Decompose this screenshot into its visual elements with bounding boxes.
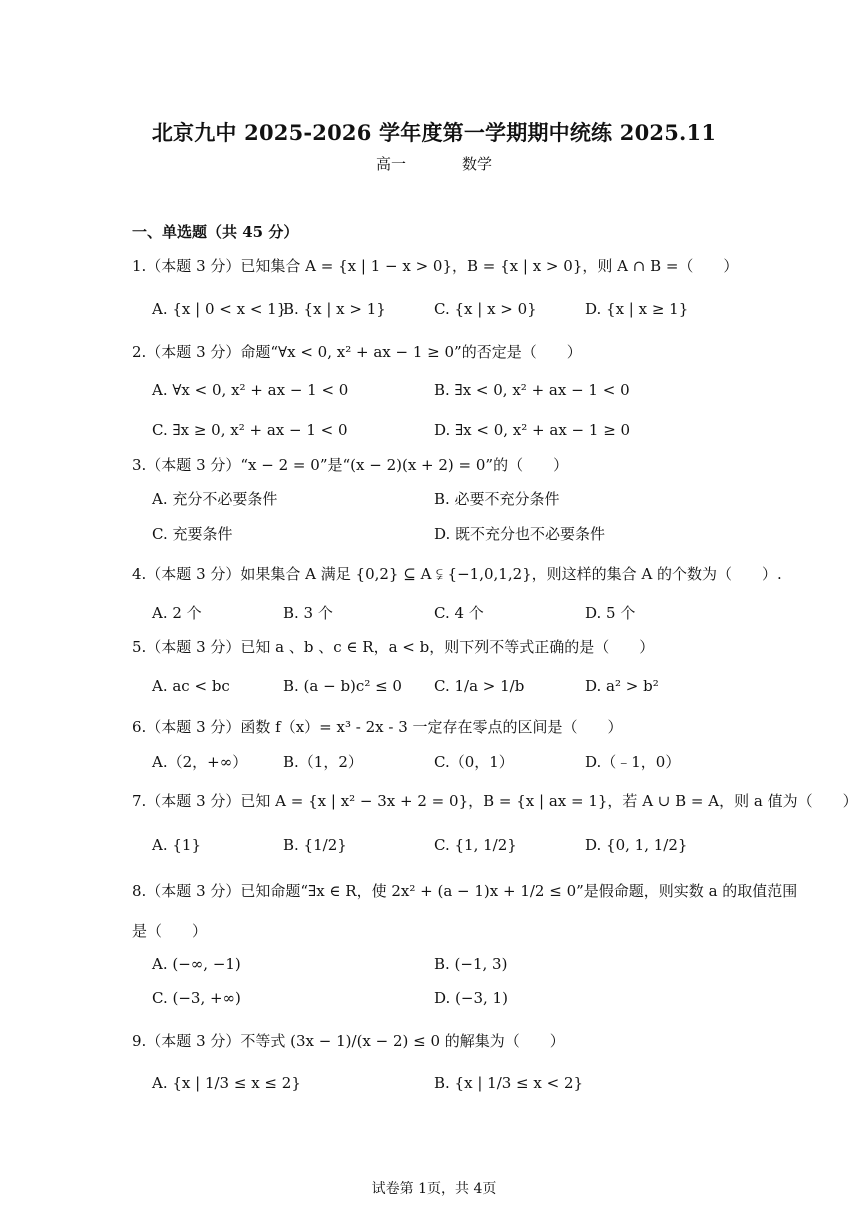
option-c: C. 充要条件: [152, 525, 233, 543]
subject-label: 数学: [462, 155, 493, 173]
option-c: C. ∃x ≥ 0, x² + ax − 1 < 0: [152, 421, 348, 439]
option-c: C. {x | x > 0}: [434, 300, 537, 318]
option-d: D. (−3, 1): [434, 989, 508, 1007]
question-stem: 4.（本题 3 分）如果集合 A 满足 {0,2} ⊆ A ⫋ {−1,0,1,2}，则这样的集合 A 的个数为（ ）.: [132, 565, 782, 583]
option-a: A. ac < bc: [152, 677, 230, 695]
option-b: B.（1，2）: [283, 753, 363, 771]
section-title: 一、单选题（共 45 分）: [132, 223, 299, 241]
option-a: A. ∀x < 0, x² + ax − 1 < 0: [152, 381, 349, 399]
option-c: C. {1, 1/2}: [434, 836, 517, 854]
option-b: B. (−1, 3): [434, 955, 508, 973]
option-b: B. {x | x > 1}: [283, 300, 386, 318]
option-b: B. ∃x < 0, x² + ax − 1 < 0: [434, 381, 630, 399]
question-stem: 6.（本题 3 分）函数 f（x）= x³ - 2x - 3 一定存在零点的区间是（ ）: [132, 718, 623, 736]
option-d: D.（﹣1，0）: [585, 753, 681, 771]
option-b: B. 3 个: [283, 604, 333, 622]
exam-title: 北京九中 2025-2026 学年度第一学期期中统练 2025.11: [151, 120, 717, 145]
option-b: B. {x | 1/3 ≤ x < 2}: [434, 1074, 584, 1092]
question-stem: 2.（本题 3 分）命题“∀x < 0, x² + ax − 1 ≥ 0”的否定是（ ）: [132, 343, 582, 361]
option-a: A. 2 个: [152, 604, 202, 622]
question-stem: 9.（本题 3 分）不等式 (3x − 1)/(x − 2) ≤ 0 的解集为（ ）: [132, 1032, 565, 1050]
option-c: C. (−3, +∞): [152, 989, 241, 1007]
option-d: D. a² > b²: [585, 677, 659, 695]
option-a: A. (−∞, −1): [152, 955, 241, 973]
option-c: C. 1/a > 1/b: [434, 677, 525, 695]
option-c: C.（0，1）: [434, 753, 514, 771]
question-stem: 1.（本题 3 分）已知集合 A = {x | 1 − x > 0}，B = {x | x > 0}，则 A ∩ B =（ ）: [132, 257, 739, 275]
option-c: C. 4 个: [434, 604, 484, 622]
option-d: D. ∃x < 0, x² + ax − 1 ≥ 0: [434, 421, 631, 439]
question-stem: 3.（本题 3 分）“x − 2 = 0”是“(x − 2)(x + 2) = 0”的（ ）: [132, 456, 569, 474]
grade-label: 高一: [376, 155, 407, 173]
question-stem: 8.（本题 3 分）已知命题“∃x ∈ R，使 2x² + (a − 1)x + 1/2 ≤ 0”是假命题，则实数 a 的取值范围: [132, 882, 798, 900]
page-footer: 试卷第 1页，共 4页: [371, 1181, 497, 1197]
question-stem: 7.（本题 3 分）已知 A = {x | x² − 3x + 2 = 0}，B = {x | ax = 1}，若 A ∪ B = A，则 a 值为（ ）: [132, 792, 858, 810]
option-a: A. {x | 1/3 ≤ x ≤ 2}: [152, 1074, 301, 1092]
option-b: B. {1/2}: [283, 836, 347, 854]
question-stem: 5.（本题 3 分）已知 a 、b 、c ∈ R，a < b，则下列不等式正确的是（ ）: [132, 638, 655, 656]
option-d: D. 5 个: [585, 604, 636, 622]
question-stem-continuation: 是（ ）: [132, 922, 208, 940]
option-a: A.（2，+∞）: [152, 753, 248, 771]
option-a: A. {x | 0 < x < 1}: [152, 300, 287, 318]
option-d: D. {x | x ≥ 1}: [585, 300, 689, 318]
option-a: A. 充分不必要条件: [152, 490, 278, 508]
option-d: D. {0, 1, 1/2}: [585, 836, 688, 854]
option-b: B. 必要不充分条件: [434, 490, 560, 508]
option-d: D. 既不充分也不必要条件: [434, 525, 606, 543]
option-a: A. {1}: [152, 836, 201, 854]
option-b: B. (a − b)c² ≤ 0: [283, 677, 402, 695]
